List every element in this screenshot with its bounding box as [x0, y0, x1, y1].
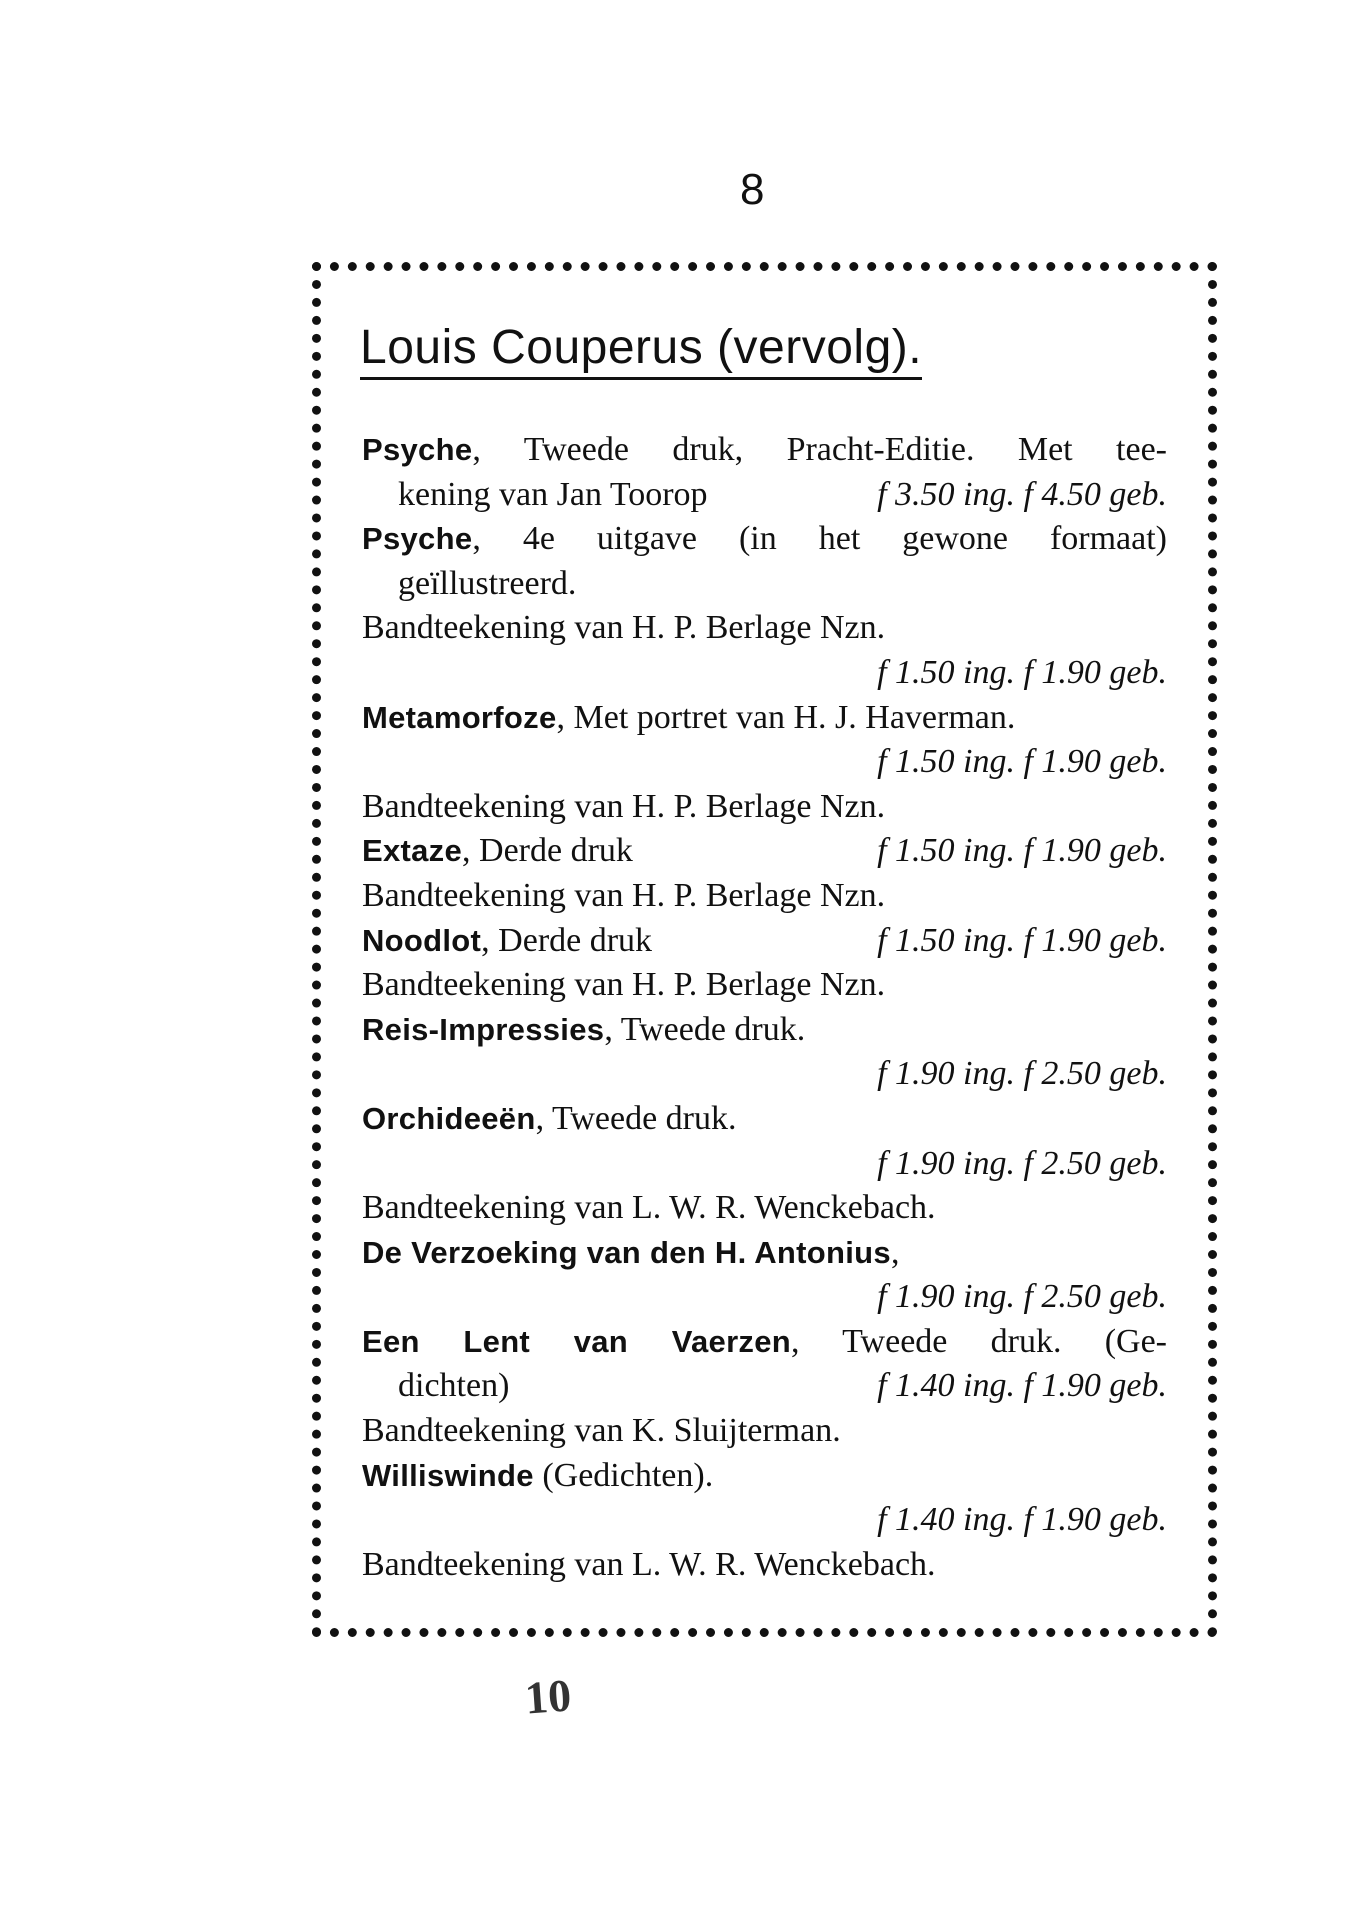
entry-binding: Bandteekening van H. P. Berlage Nzn. [362, 876, 886, 914]
entry-binding: Bandteekening van L. W. R. Wenckebach. [362, 1189, 936, 1227]
entry-noodlot-binding [362, 963, 1167, 1008]
entry-binding: Bandteekening van H. P. Berlage Nzn. [362, 966, 886, 1004]
entry-text: , 4e uitgave (in het gewone formaat) [472, 520, 1167, 558]
entry-psyche4-price-row [362, 651, 1167, 696]
entry-price: f 1.50 ing. f 1.90 geb. [877, 921, 1167, 959]
entry-price: f 1.50 ing. f 1.90 geb. [877, 832, 1167, 870]
entry-binding: Bandteekening van K. Sluijterman. [362, 1412, 841, 1450]
entry-binding: Bandteekening van H. P. Berlage Nzn. [362, 787, 886, 825]
entry-text: , Tweede druk. [604, 1010, 806, 1048]
page-number: 8 [740, 165, 765, 214]
entry-title: Extaze [362, 833, 463, 869]
entry-price: f 1.50 ing. f 1.90 geb. [877, 653, 1167, 691]
entry-price: f 3.50 ing. f 4.50 geb. [877, 475, 1167, 513]
entry-title: Psyche [362, 521, 473, 557]
entry-title: Williswinde [362, 1457, 534, 1493]
entry-title: De Verzoeking van den H. Antonius [362, 1234, 891, 1270]
entry-metamorfoze-binding [362, 785, 1167, 830]
entry-binding: Bandteekening van H. P. Berlage Nzn. [362, 609, 886, 647]
entry-psyche4-line2 [362, 562, 1167, 607]
entry-text: (Gedichten). [533, 1456, 714, 1494]
entry-text: dichten) [398, 1367, 510, 1405]
entry-verzoeking-price-row [362, 1275, 1167, 1320]
entry-psyche4-binding [362, 606, 1167, 651]
entry-orchideeen-binding [362, 1186, 1167, 1231]
entry-text: kening van Jan Toorop [398, 475, 708, 513]
entry-noodlot-line1 [362, 919, 1167, 964]
entry-text: , Derde druk [481, 921, 653, 959]
entry-title: Reis-Impressies [362, 1011, 605, 1047]
entry-psyche-line2 [362, 473, 1167, 518]
entry-text: , Tweede druk, Pracht-Editie. Met tee- [472, 431, 1167, 468]
entry-metamorfoze-price-row [362, 740, 1167, 785]
entry-williswinde-price-row [362, 1498, 1167, 1543]
entry-title: Noodlot [362, 922, 482, 958]
footer-ink-mark: 10 [523, 1669, 573, 1724]
catalog-entries [362, 428, 1167, 1587]
entry-price: f 1.50 ing. f 1.90 geb. [877, 743, 1167, 781]
entry-reis-line1 [362, 1008, 1167, 1053]
entry-text: , Met portret van H. J. Haverman. [556, 698, 1016, 736]
entry-title: Een Lent van Vaerzen [362, 1323, 792, 1359]
entry-psyche4-line1 [362, 517, 1167, 562]
entry-psyche-line1 [362, 428, 1167, 473]
entry-text: , Tweede druk. [535, 1099, 737, 1137]
entry-metamorfoze-line1 [362, 696, 1167, 741]
entry-price: f 1.90 ing. f 2.50 geb. [877, 1278, 1167, 1316]
entry-extaze-binding [362, 874, 1167, 919]
entry-williswinde-binding [362, 1543, 1167, 1588]
entry-text: , Tweede druk. (Ge- [791, 1322, 1168, 1360]
entry-title: Metamorfoze [362, 699, 557, 735]
entry-price: f 1.90 ing. f 2.50 geb. [877, 1144, 1167, 1182]
entry-text: , Derde druk [462, 832, 633, 870]
entry-binding: Bandteekening van L. W. R. Wenckebach. [362, 1545, 936, 1583]
entry-title: Psyche [362, 432, 473, 467]
entry-verzoeking-line1 [362, 1231, 1167, 1276]
entry-title: Orchideeën [362, 1100, 536, 1136]
entry-text: , [890, 1233, 900, 1271]
entry-price: f 1.40 ing. f 1.90 geb. [877, 1501, 1167, 1539]
entry-reis-price-row [362, 1052, 1167, 1097]
entry-orchideeen-line1 [362, 1097, 1167, 1142]
entry-price: f 1.90 ing. f 2.50 geb. [877, 1055, 1167, 1093]
entry-orchideeen-price-row [362, 1142, 1167, 1187]
entry-lent-binding [362, 1409, 1167, 1454]
entry-price: f 1.40 ing. f 1.90 geb. [877, 1367, 1167, 1405]
entry-lent-line1 [362, 1320, 1167, 1365]
section-heading: Louis Couperus (vervolg). [360, 320, 922, 380]
entry-lent-line2 [362, 1364, 1167, 1409]
entry-williswinde-line1 [362, 1454, 1167, 1499]
entry-text: geïllustreerd. [398, 564, 577, 602]
entry-extaze-line1 [362, 829, 1167, 874]
